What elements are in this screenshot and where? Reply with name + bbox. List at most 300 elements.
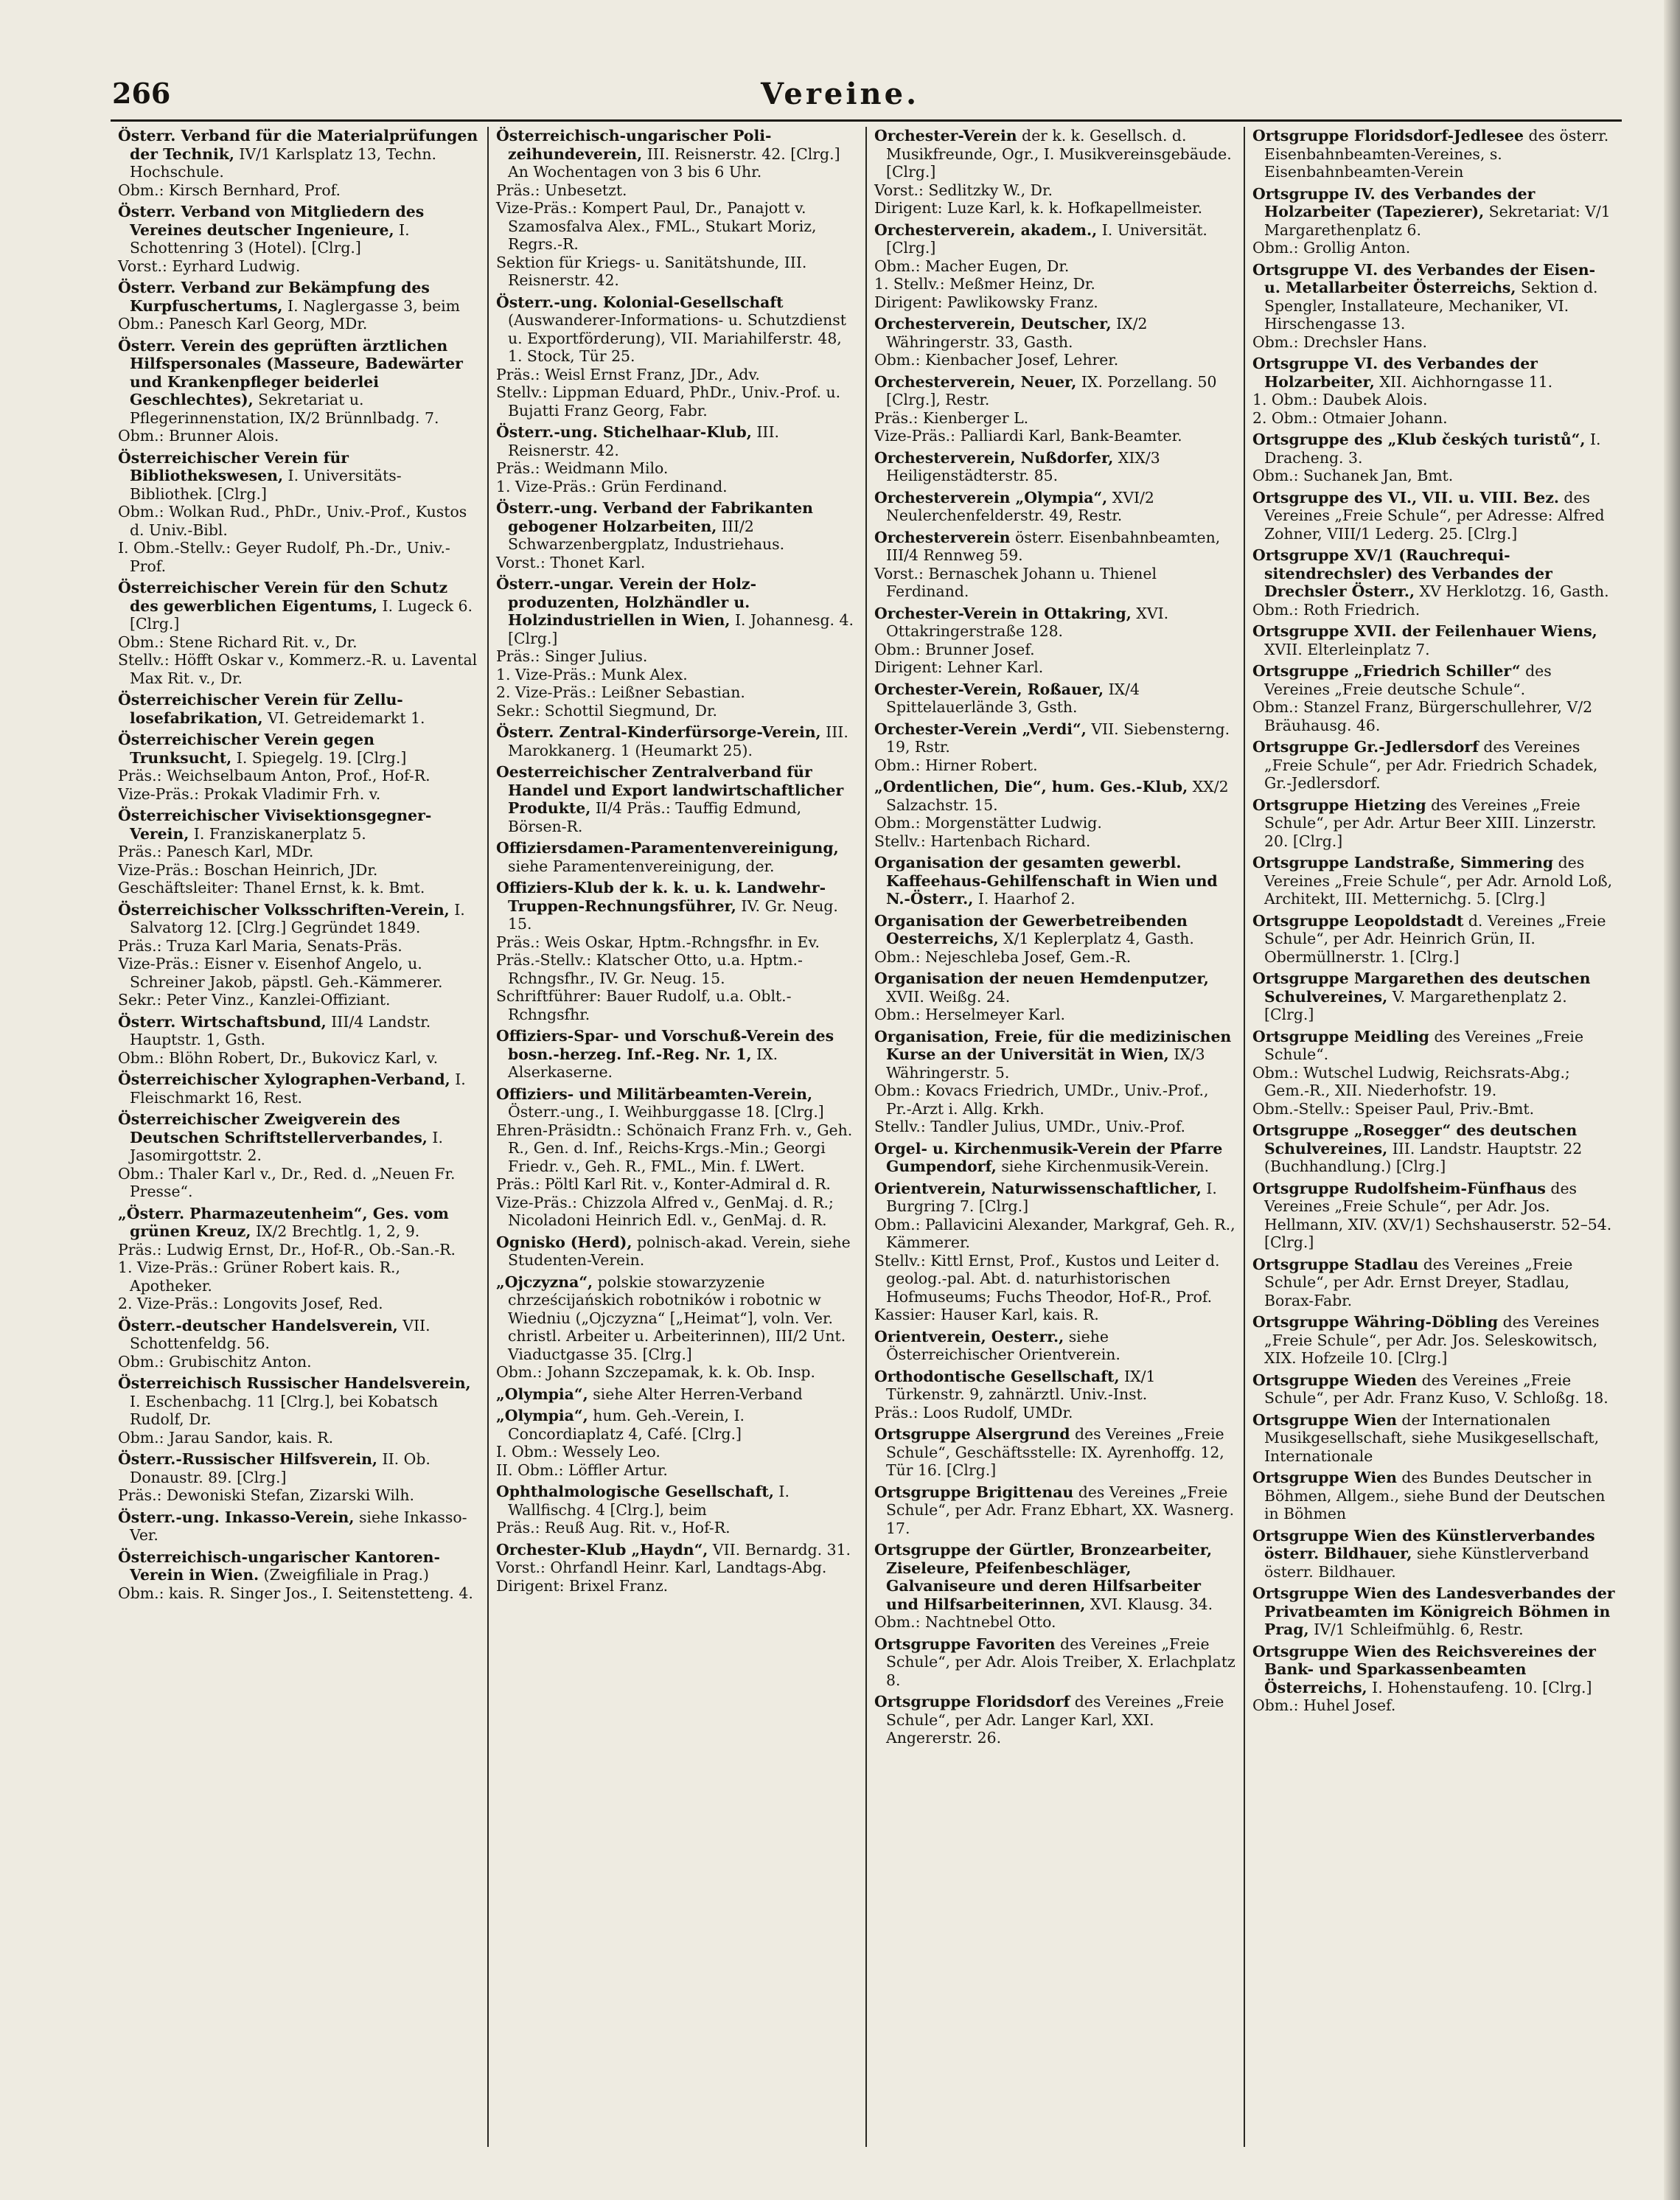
directory-entry bbox=[1252, 662, 1616, 734]
directory-entry bbox=[1252, 261, 1616, 352]
entry-name: Offiziers-Spar- und Vorschuß-Verein des bosn.-herzeg. Inf.-Reg. Nr. 1, bbox=[496, 1027, 834, 1063]
entry-detail: II. Obm.: Löffler Artur. bbox=[496, 1461, 668, 1479]
entry-detail: V. Margarethenplatz 2. [Clrg.] bbox=[1264, 987, 1567, 1023]
entry-name: Organisation der gesamten gewerbl. Kaffeehaus-Gehilfenschaft in Wien und N.-Österr., bbox=[874, 854, 1218, 908]
directory-entry bbox=[874, 449, 1236, 485]
entry-detail: I. Hohenstaufeng. 10. [Clrg.] bbox=[1372, 1678, 1592, 1696]
directory-entry bbox=[496, 879, 858, 1023]
entry-detail: II. Ob. Donaustr. 89. [Clrg.] bbox=[130, 1450, 431, 1486]
entry-name: Ortsgruppe des „Klub českých turistů“, bbox=[1252, 431, 1586, 448]
entry-detail: Präs.: Ludwig Ernst, Dr., Hof-R., Ob.-San.-R. bbox=[118, 1240, 456, 1259]
entry-detail: Dirigent: Luze Karl, k. k. Hofkapellmeister. bbox=[874, 199, 1203, 217]
entry-name: Ortsgruppe Wien bbox=[1252, 1410, 1397, 1429]
entry-detail: Obm.: Hirner Robert. bbox=[874, 756, 1038, 774]
entry-detail: Obm.: Roth Friedrich. bbox=[1252, 600, 1421, 619]
entry-name: Orientverein, Oesterr., bbox=[874, 1327, 1064, 1346]
column-3 bbox=[867, 127, 1245, 2147]
entry-detail: des Vereines „Freie Schule“, per Adr. Jos. Hellmann, XIV. (XV/1) Sechshauserstr. 52–54. [Clrg.] bbox=[1264, 1179, 1612, 1251]
directory-entry bbox=[118, 127, 480, 199]
entry-detail: XVII. Elterleinplatz 7. bbox=[1264, 640, 1430, 658]
directory-entry bbox=[874, 970, 1236, 1024]
entry-name: Offiziers-Klub der k. k. u. k. Landwehr-Truppen-Rechnungsführer, bbox=[496, 879, 826, 915]
directory-entry bbox=[118, 1548, 480, 1603]
entry-detail: siehe Paramentenvereinigung, der. bbox=[508, 857, 775, 875]
entry-detail: VII. Siebensterng. 19, Rstr. bbox=[886, 720, 1230, 756]
directory-entry bbox=[1252, 546, 1616, 619]
entry-name: „Olympia“, bbox=[496, 1407, 588, 1424]
directory-entry bbox=[496, 1483, 858, 1537]
entry-detail: I. Spiegelg. 19. [Clrg.] bbox=[236, 748, 407, 767]
directory-entry bbox=[874, 1635, 1236, 1690]
directory-entry bbox=[496, 1385, 858, 1404]
entry-name: Österr.-ung. Inkasso-Verein, bbox=[118, 1508, 355, 1526]
entry-detail: Sekretariat u. Pflegerinnenstation, IX/2 Brünnlbadg. 7. bbox=[130, 391, 439, 427]
entry-detail: des Vereines „Freie Schule“. bbox=[1264, 1027, 1584, 1063]
entry-detail: IV/1 Karlsplatz 13, Techn. Hochschule. bbox=[130, 145, 436, 181]
directory-entry bbox=[1252, 1527, 1616, 1581]
entry-detail: Obm.: kais. R. Singer Jos., I. Seitenstetteng. 4. bbox=[118, 1584, 473, 1602]
entry-detail: I. Jasomirgottstr. 2. bbox=[130, 1128, 443, 1164]
entry-detail: 1. Stellv.: Meßmer Heinz, Dr. bbox=[874, 275, 1095, 293]
entry-detail: XIX/3 Heiligenstädterstr. 85. bbox=[886, 448, 1160, 484]
entry-detail: Geschäftsleiter: Thanel Ernst, k. k. Bmt. bbox=[118, 879, 425, 897]
directory-entry bbox=[874, 1483, 1236, 1538]
directory-entry bbox=[1252, 355, 1616, 427]
entry-detail: polskie stowarzyzenie chrześcijańskich robotników i robotnic w Wiedniu („Ojczyzna“ [„Heimat“], voln. Ver. christl. Arbeiter u. Arbeiterinnen), III/2 Unt. Viaductgasse 35. [Clrg.] bbox=[508, 1273, 846, 1363]
entry-name: Orchester-Verein in Ottakring, bbox=[874, 604, 1132, 622]
directory-entry bbox=[496, 763, 858, 835]
entry-detail: Präs.: Weidmann Milo. bbox=[496, 459, 669, 477]
directory-entry bbox=[118, 1013, 480, 1068]
directory-entry bbox=[874, 1180, 1236, 1324]
entry-detail: I. Universität. [Clrg.] bbox=[886, 220, 1207, 257]
directory-entry bbox=[1252, 1313, 1616, 1368]
directory-entry bbox=[118, 1450, 480, 1505]
entry-detail: Obm.: Grollig Anton. bbox=[1252, 239, 1411, 257]
directory-entry bbox=[874, 221, 1236, 312]
directory-entry bbox=[1252, 1256, 1616, 1310]
entry-name: Ortsgruppe Wien bbox=[1252, 1469, 1397, 1486]
entry-name: Orgel- u. Kirchenmusik-Verein der Pfarre Gumpendorf, bbox=[874, 1139, 1223, 1175]
directory-entry bbox=[1252, 1371, 1616, 1407]
entry-detail: Stellv.: Hartenbach Richard. bbox=[874, 832, 1091, 850]
entry-name: Ortsgruppe „Friedrich Schiller“ bbox=[1252, 662, 1521, 680]
directory-entry bbox=[1252, 738, 1616, 793]
directory-entry bbox=[496, 723, 858, 759]
entry-detail: Obm.-Stellv.: Speiser Paul, Priv.-Bmt. bbox=[1252, 1099, 1535, 1118]
entry-name: Offiziersdamen-Paramentenvereinigung, bbox=[496, 839, 839, 857]
entry-detail: Obm.: Wolkan Rud., PhDr., Univ.-Prof., Kustos d. Univ.-Bibl. bbox=[118, 503, 467, 539]
directory-entry bbox=[874, 778, 1236, 850]
entry-detail: Stellv.: Lippman Eduard, PhDr., Univ.-Prof. u. Bujatti Franz Georg, Fabr. bbox=[496, 383, 841, 420]
directory-entry bbox=[1252, 854, 1616, 908]
entry-detail: Präs.: Weichselbaum Anton, Prof., Hof-R. bbox=[118, 767, 431, 784]
entry-name: Ortsgruppe Hietzing bbox=[1252, 796, 1426, 814]
entry-name: „Österr. Pharmazeutenheim“, Ges. vom grünen Kreuz, bbox=[118, 1204, 449, 1240]
entry-name: Österr.-ung. Kolonial-Gesellschaft bbox=[496, 293, 784, 311]
entry-detail: (Zweigfiliale in Prag.) bbox=[263, 1566, 429, 1584]
entry-detail: VII. Bernardg. 31. bbox=[712, 1540, 851, 1559]
entry-name: Österr. Verein des geprüften ärztlichen Hilfspersonales (Masseure, Badewärter und Krankenpfleger beiderlei Geschlechtes), bbox=[118, 336, 463, 408]
entry-name: Orientverein, Naturwissenschaftlicher, bbox=[874, 1179, 1202, 1197]
entry-detail: Dirigent: Lehner Karl. bbox=[874, 658, 1044, 676]
entry-detail: Obm.: Kienbacher Josef, Lehrer. bbox=[874, 351, 1119, 369]
entry-detail: Präs.: Weisl Ernst Franz, JDr., Adv. bbox=[496, 365, 760, 383]
entry-detail: I. Obm.-Stellv.: Geyer Rudolf, Ph.-Dr., Univ.-Prof. bbox=[118, 539, 450, 575]
directory-entry bbox=[496, 499, 858, 571]
entry-name: Österreichischer Verein für Zellulosefabrikation, bbox=[118, 691, 403, 727]
entry-detail: Obm.: Pallavicini Alexander, Markgraf, Geh. R., Kämmerer. bbox=[874, 1215, 1235, 1251]
entry-name: Ortsgruppe Wien des Landesverbandes der Privatbeamten im Königreich Böhmen in Prag, bbox=[1252, 1584, 1615, 1638]
entry-detail: XV Herklotzg. 16, Gasth. bbox=[1419, 582, 1609, 600]
entry-name: Ophthalmologische Gesellschaft, bbox=[496, 1483, 774, 1500]
entry-name: Ortsgruppe Margarethen des deutschen Schulvereines, bbox=[1252, 970, 1591, 1006]
entry-detail: III. Reisnerstr. 42. bbox=[508, 423, 780, 459]
entry-detail: I. Eschenbachg. 11 [Clrg.], bei Kobatsch Rudolf, Dr. bbox=[130, 1392, 439, 1428]
entry-detail: Vorst.: Ohrfandl Heinr. Karl, Landtags-Abg. bbox=[496, 1559, 827, 1576]
entry-detail: I. Franziskanerplatz 5. bbox=[193, 824, 366, 843]
entry-detail: Vize-Präs.: Boschan Heinrich, JDr. bbox=[118, 860, 378, 879]
entry-detail: der k. k. Gesellsch. d. Musikfreunde, Ogr., I. Musikvereinsgebäude. [Clrg.] bbox=[886, 127, 1232, 181]
entry-detail: II/4 Präs.: Tauffig Edmund, Börsen-R. bbox=[508, 799, 802, 835]
entry-name: Ortsgruppe XV/1 (Rauchrequisitendrechsler) des Verbandes der Drechsler Österr., bbox=[1252, 546, 1552, 600]
entry-name: Ortsgruppe Gr.-Jedlersdorf bbox=[1252, 738, 1479, 756]
directory-entry bbox=[1252, 912, 1616, 967]
entry-name: Österreichischer Xylographen-Verband, bbox=[118, 1071, 450, 1088]
entry-detail: Präs.: Kienberger L. bbox=[874, 408, 1029, 427]
entry-detail: IX/2 Brechtlg. 1, 2, 9. bbox=[255, 1222, 420, 1240]
entry-name: Ortsgruppe der Gürtler, Bronzearbeiter, Ziseleure, Pfeifenbeschläger, Galvaniseure und deren Hilfsarbeiter und Hilfsarbeiterinnen, bbox=[874, 1541, 1213, 1613]
entry-detail: I. Lugeck 6. [Clrg.] bbox=[130, 596, 473, 633]
entry-name: Ortsgruppe Leopoldstadt bbox=[1252, 911, 1464, 930]
directory-entry bbox=[1252, 185, 1616, 257]
page-number: 266 bbox=[112, 77, 171, 110]
entry-name: Orchester-Verein „Verdi“, bbox=[874, 720, 1087, 738]
entry-name: Orchesterverein bbox=[874, 528, 1011, 546]
entry-name: Österr.-Russischer Hilfsverein, bbox=[118, 1450, 378, 1468]
column-4 bbox=[1245, 127, 1623, 2147]
entry-detail: VI. Getreidemarkt 1. bbox=[268, 709, 425, 727]
entry-detail: des Vereines „Freie Schule“, Geschäftsstelle: IX. Ayrenhoffg. 12, Tür 16. [Clrg.] bbox=[886, 1425, 1224, 1479]
entry-detail: I. Fleischmarkt 16, Rest. bbox=[130, 1071, 466, 1107]
entry-detail: siehe Österreichischer Orientverein. bbox=[886, 1327, 1120, 1363]
entry-name: Österr. Verband zur Bekämpfung des Kurpfuschertums, bbox=[118, 279, 430, 315]
entry-name: Ortsgruppe Wieden bbox=[1252, 1371, 1418, 1389]
entry-name: Ortsgruppe Rudolfsheim-Fünfhaus bbox=[1252, 1179, 1546, 1197]
scan-edge bbox=[1664, 0, 1680, 2200]
entry-name: Ortsgruppe des VI., VII. u. VIII. Bez. bbox=[1252, 488, 1559, 507]
entry-detail: Obm.: Kirsch Bernhard, Prof. bbox=[118, 181, 341, 199]
directory-entry bbox=[118, 1317, 480, 1371]
entry-detail: Dirigent: Brixel Franz. bbox=[496, 1576, 669, 1595]
directory-entry bbox=[1252, 796, 1616, 851]
entry-name: Organisation der neuen Hemdenputzer, bbox=[874, 970, 1209, 987]
entry-name: Ortsgruppe Stadlau bbox=[1252, 1255, 1419, 1273]
entry-name: Ortsgruppe Alsergrund bbox=[874, 1425, 1070, 1443]
directory-entry bbox=[1252, 1411, 1616, 1466]
entry-detail: Obm.: Johann Szczepamak, k. k. Ob. Insp. bbox=[496, 1363, 815, 1381]
directory-entry bbox=[1252, 970, 1616, 1024]
entry-detail: siehe Alter Herren-Verband bbox=[593, 1385, 803, 1403]
directory-entry bbox=[496, 423, 858, 495]
entry-name: Österreichisch-ungarischer Polizeihundeverein, bbox=[496, 127, 772, 163]
directory-entry bbox=[118, 731, 480, 803]
page-header bbox=[0, 0, 1680, 111]
directory-entry bbox=[118, 1110, 480, 1201]
directory-entry bbox=[874, 854, 1236, 908]
entry-detail: IX/3 Währingerstr. 5. bbox=[886, 1045, 1205, 1082]
entry-detail: siehe Inkasso-Ver. bbox=[130, 1508, 467, 1544]
entry-detail: Obm.: Wutschel Ludwig, Reichsrats-Abg.; Gem.-R., XII. Niederhofstr. 19. bbox=[1252, 1063, 1570, 1099]
entry-detail: IX/4 Spittelauerlände 3, Gsth. bbox=[886, 680, 1140, 716]
entry-detail: Vorst.: Thonet Karl. bbox=[496, 553, 646, 571]
entry-detail: Präs.: Dewoniski Stefan, Zizarski Wilh. bbox=[118, 1486, 414, 1504]
entry-detail: (Auswanderer-Informations- u. Schutzdienst u. Exportförderung), VII. Mariahilferstr. 48, 1. Stock, Tür 25. bbox=[508, 311, 846, 365]
entry-name: Österreichischer Zweigverein des Deutschen Schriftstellerverbandes, bbox=[118, 1110, 428, 1146]
directory-entry bbox=[874, 1693, 1236, 1747]
directory-entry bbox=[118, 449, 480, 576]
entry-detail: des Vereines „Freie Schule“, per Adr. Artur Beer XIII. Linzerstr. 20. [Clrg.] bbox=[1264, 796, 1597, 850]
entry-detail: des Vereines „Freie Schule“, per Adr. Arnold Loß, Architekt, III. Metternichg. 5. [Clrg.] bbox=[1264, 854, 1613, 908]
entry-detail: Ehren-Präsidtn.: Schönaich Franz Frh. v., Geh. R., Gen. d. Inf., Reichs-Krgs.-Min.; Georgi Friedr. v., Geh. R., FML., Min. f. LWert. bbox=[496, 1121, 853, 1175]
directory-entry bbox=[496, 1273, 858, 1382]
entry-detail: IX. Alserkaserne. bbox=[508, 1045, 778, 1081]
entry-detail: Vorst.: Bernaschek Johann u. Thienel Ferdinand. bbox=[874, 564, 1157, 600]
entry-name: Offiziers- und Militärbeamten-Verein, bbox=[496, 1085, 813, 1103]
directory-entry bbox=[118, 579, 480, 687]
entry-detail: Präs.: Weis Oskar, Hptm.-Rchngsfhr. in Ev. bbox=[496, 933, 820, 951]
directory-entry bbox=[496, 1085, 858, 1230]
directory-entry bbox=[118, 1508, 480, 1545]
entry-detail: des Vereines „Freie Schule“, per Adr. Jos. Seleskowitsch, XIX. Hofzeile 10. [Clrg.] bbox=[1264, 1313, 1600, 1367]
entry-detail: Obm.: Huhel Josef. bbox=[1252, 1696, 1396, 1714]
entry-detail: Obm.: Suchanek Jan, Bmt. bbox=[1252, 467, 1454, 484]
entry-detail: des Vereines „Freie Schule“, per Adresse: Alfred Zohner, VIII/1 Lederg. 25. [Clrg.] bbox=[1264, 488, 1605, 543]
directory-entry bbox=[874, 529, 1236, 601]
column-2 bbox=[489, 127, 867, 2147]
entry-detail: Obm.: Drechsler Hans. bbox=[1252, 333, 1427, 351]
entry-detail: XVI. Klausg. 34. bbox=[1090, 1595, 1213, 1613]
entry-detail: Obm.: Brunner Alois. bbox=[118, 427, 279, 445]
entry-name: Österr.-deutscher Handelsverein, bbox=[118, 1316, 398, 1334]
entry-detail: Vorst.: Eyrhard Ludwig. bbox=[118, 257, 301, 275]
directory-entry bbox=[874, 912, 1236, 967]
entry-detail: des Vereines „Freie Schule“, per Adr. Alois Treiber, X. Erlachplatz 8. bbox=[886, 1635, 1235, 1689]
entry-detail: Sektion d. Spengler, Installateure, Mechaniker, VI. Hirschengasse 13. bbox=[1264, 279, 1598, 333]
entry-name: Österr.-ungar. Verein der Holzproduzenten, Holzhändler u. Holzindustriellen in Wien, bbox=[496, 575, 757, 629]
entry-detail: Sekretariat: V/1 Margarethenplatz 6. bbox=[1264, 203, 1611, 239]
entry-detail: hum. Geh.-Verein, I. Concordiaplatz 4, Café. [Clrg.] bbox=[508, 1407, 745, 1443]
entry-detail: 1. Obm.: Daubek Alois. bbox=[1252, 391, 1428, 408]
directory-entry bbox=[118, 901, 480, 1009]
entry-name: Ortsgruppe Meidling bbox=[1252, 1027, 1429, 1045]
entry-detail: des Vereines „Freie Schule“, per Adr. Franz Ebhart, XX. Wasnerg. 17. bbox=[886, 1483, 1235, 1537]
entry-name: Ortsgruppe Floridsdorf-Jedlesee bbox=[1252, 127, 1524, 145]
entry-name: Orchesterverein, akadem., bbox=[874, 220, 1098, 239]
entry-name: Österr. Zentral-Kinderfürsorge-Verein, bbox=[496, 723, 821, 741]
entry-name: Österreichisch-ungarischer Kantoren-Verein in Wien. bbox=[118, 1548, 440, 1584]
entry-name: Ortsgruppe VI. des Verbandes der Holzarbeiter, bbox=[1252, 355, 1538, 391]
entry-detail: Sekr.: Schottil Siegmund, Dr. bbox=[496, 701, 718, 720]
entry-name: Österreichischer Verein gegen Trunksucht, bbox=[118, 731, 374, 767]
entry-detail: des Bundes Deutscher in Böhmen, Allgem., siehe Bund der Deutschen in Böhmen bbox=[1264, 1469, 1606, 1522]
directory-entry bbox=[118, 691, 480, 727]
directory-entry bbox=[1252, 489, 1616, 543]
entry-detail: IX. Porzellang. 50 [Clrg.], Restr. bbox=[886, 372, 1217, 408]
entry-detail: des Vereines „Freie Schule“, per Adr. Friedrich Schadek, Gr.-Jedlersdorf. bbox=[1264, 738, 1598, 792]
directory-entry bbox=[1252, 1643, 1616, 1715]
entry-name: Ortsgruppe IV. des Verbandes der Holzarbeiter (Tapezierer), bbox=[1252, 184, 1536, 220]
column-1 bbox=[111, 127, 489, 2147]
entry-detail: d. Vereines „Freie Schule“, per Adr. Heinrich Grün, II. Obermüllnerstr. 1. [Clrg.] bbox=[1264, 911, 1606, 966]
entry-detail: I. Salvatorg 12. [Clrg.] Gegründet 1849. bbox=[130, 900, 465, 936]
entry-detail: österr. Eisenbahnbeamten, III/4 Rennweg 59. bbox=[886, 528, 1221, 564]
entry-detail: IX/2 Währingerstr. 33, Gasth. bbox=[886, 315, 1148, 351]
page-title: Vereine. bbox=[761, 77, 919, 111]
entry-name: Österr. Verband von Mitgliedern des Vereines deutscher Ingenieure, bbox=[118, 203, 425, 239]
entry-detail: Präs.: Reuß Aug. Rit. v., Hof-R. bbox=[496, 1519, 731, 1536]
entry-name: Ortsgruppe Favoriten bbox=[874, 1635, 1056, 1653]
entry-name: „Ojczyzna“, bbox=[496, 1273, 593, 1291]
entry-detail: I. Johannesg. 4. [Clrg.] bbox=[508, 611, 854, 647]
directory-entry bbox=[118, 807, 480, 897]
directory-entry bbox=[1252, 1584, 1616, 1639]
entry-detail: X/1 Keplerplatz 4, Gasth. bbox=[1003, 930, 1194, 947]
entry-name: Orchesterverein, Deutscher, bbox=[874, 315, 1112, 333]
entry-name: Österr. Wirtschaftsbund, bbox=[118, 1012, 327, 1031]
directory-entry bbox=[496, 575, 858, 720]
entry-name: Organisation der Gewerbetreibenden Oesterreichs, bbox=[874, 911, 1188, 947]
entry-name: Orthodontische Gesellschaft, bbox=[874, 1367, 1120, 1385]
entry-detail: III. Landstr. Hauptstr. 22 (Buchhandlung.) [Clrg.] bbox=[1264, 1139, 1583, 1175]
entry-name: Österreichisch Russischer Handelsverein, bbox=[118, 1374, 471, 1392]
directory-entry bbox=[874, 127, 1236, 217]
entry-detail: 1. Vize-Präs.: Grüner Robert kais. R., Apotheker. bbox=[118, 1259, 400, 1295]
directory-entry bbox=[1252, 1121, 1616, 1176]
entry-detail: I. Obm.: Wessely Leo. bbox=[496, 1443, 661, 1461]
entry-detail: Vize-Präs.: Palliardi Karl, Bank-Beamter. bbox=[874, 427, 1182, 445]
entry-detail: Obm.: Stene Richard Rit. v., Dr. bbox=[118, 633, 358, 651]
entry-detail: 1. Vize-Präs.: Munk Alex. bbox=[496, 665, 688, 683]
entry-detail: XVII. Weißg. 24. bbox=[886, 987, 1011, 1006]
entry-detail: I. Wallfischg. 4 [Clrg.], beim bbox=[508, 1483, 790, 1519]
directory-entry bbox=[874, 1425, 1236, 1480]
directory-entry bbox=[874, 489, 1236, 525]
entry-name: Orchesterverein, Nußdorfer, bbox=[874, 448, 1114, 467]
entry-detail: XVI/2 Neulerchenfelderstr. 49, Restr. bbox=[886, 488, 1154, 524]
entry-detail: Obm.: Kovacs Friedrich, UMDr., Univ.-Prof., Pr.-Arzt i. Allg. Krkh. bbox=[874, 1082, 1209, 1118]
entry-name: Österr. Verband für die Materialprüfungen der Technik, bbox=[118, 127, 478, 163]
entry-detail: I. Burgring 7. [Clrg.] bbox=[886, 1179, 1217, 1215]
entry-name: Ortsgruppe Brigittenau bbox=[874, 1483, 1074, 1501]
entry-detail: III/2 Schwarzenbergplatz, Industriehaus. bbox=[508, 517, 785, 553]
directory-entry bbox=[874, 1140, 1236, 1176]
entry-name: „Ordentlichen, Die“, hum. Ges.-Klub, bbox=[874, 778, 1188, 796]
directory-entry bbox=[874, 720, 1236, 775]
directory-entry bbox=[496, 1027, 858, 1082]
entry-detail: Präs.: Singer Julius. bbox=[496, 647, 648, 665]
entry-detail: Obm.: Grubischitz Anton. bbox=[118, 1352, 312, 1371]
entry-detail: Obm.: Stanzel Franz, Bürgerschullehrer, V/2 Bräuhausg. 46. bbox=[1252, 698, 1593, 734]
entry-detail: 2. Vize-Präs.: Leißner Sebastian. bbox=[496, 683, 745, 701]
directory-entry bbox=[496, 293, 858, 420]
entry-detail: Obm.: Macher Eugen, Dr. bbox=[874, 257, 1070, 275]
entry-detail: III. Reisnerstr. 42. [Clrg.] An Wochentagen von 3 bis 6 Uhr. bbox=[508, 145, 840, 181]
entry-detail: der Internationalen Musikgesellschaft, siehe Musikgesellschaft, Internationale bbox=[1264, 1410, 1600, 1465]
entry-detail: Präs.: Truza Karl Maria, Senats-Präs. bbox=[118, 936, 402, 955]
entry-detail: IX/1 Türkenstr. 9, zahnärztl. Univ.-Inst. bbox=[886, 1367, 1156, 1403]
directory-entry bbox=[874, 1328, 1236, 1364]
entry-detail: Österr.-ung., I. Weihburggasse 18. [Clrg.] bbox=[508, 1103, 824, 1121]
entry-name: Ortsgruppe Wien des Reichsvereines der Bank- und Sparkassenbeamten Österreichs, bbox=[1252, 1642, 1596, 1696]
directory-entry bbox=[874, 373, 1236, 445]
entry-name: Orchesterverein „Olympia“, bbox=[874, 488, 1108, 507]
entry-detail: Obm.: Blöhn Robert, Dr., Bukovicz Karl, v. bbox=[118, 1048, 439, 1067]
entry-detail: Vorst.: Sedlitzky W., Dr. bbox=[874, 181, 1053, 199]
entry-detail: IV. Gr. Neug. 15. bbox=[508, 897, 838, 933]
entry-detail: Präs.: Pöltl Karl Rit. v., Konter-Admiral d. R. bbox=[496, 1175, 831, 1193]
entry-name: Oesterreichischer Zentralverband für Handel und Export landwirtschaftlicher Produkte, bbox=[496, 763, 844, 817]
entry-detail: Präs.: Loos Rudolf, UMDr. bbox=[874, 1403, 1073, 1421]
entry-detail: I. Schottenring 3 (Hotel). [Clrg.] bbox=[130, 220, 410, 257]
directory-entry bbox=[1252, 622, 1616, 658]
header-rule bbox=[111, 119, 1622, 122]
entry-name: Orchester-Klub „Haydn“, bbox=[496, 1540, 708, 1559]
directory-entry bbox=[496, 1407, 858, 1479]
entry-name: Ortsgruppe Wien des Künstlerverbandes österr. Bildhauer, bbox=[1252, 1526, 1595, 1562]
entry-detail: 2. Obm.: Otmaier Johann. bbox=[1252, 408, 1448, 427]
entry-name: Österreichischer Volksschriften-Verein, bbox=[118, 900, 450, 919]
entry-detail: III/4 Landstr. Hauptstr. 1, Gsth. bbox=[130, 1012, 431, 1048]
directory-entry bbox=[874, 1541, 1236, 1632]
entry-detail: siehe Kirchenmusik-Verein. bbox=[1001, 1158, 1210, 1175]
entry-detail: Obm.: Brunner Josef. bbox=[874, 640, 1035, 658]
entry-name: Österreichischer Verein für den Schutz des gewerblichen Eigentums, bbox=[118, 579, 448, 615]
entry-detail: Kassier: Hauser Karl, kais. R. bbox=[874, 1306, 1099, 1323]
entry-detail: Obm.: Nejeschleba Josef, Gem.-R. bbox=[874, 947, 1132, 966]
entry-name: Ortsgruppe XVII. der Feilenhauer Wiens, bbox=[1252, 622, 1597, 640]
entry-detail: des Vereines „Freie Schule“, per Adr. Ernst Dreyer, Stadlau, Borax-Fabr. bbox=[1264, 1255, 1573, 1309]
entry-detail: 2. Vize-Präs.: Longovits Josef, Red. bbox=[118, 1295, 383, 1312]
entry-name: Ortsgruppe Floridsdorf bbox=[874, 1693, 1070, 1710]
entry-detail: des Vereines „Freie deutsche Schule“. bbox=[1264, 662, 1552, 698]
entry-detail: XVI. Ottakringerstraße 128. bbox=[886, 604, 1169, 640]
entry-detail: Stellv.: Höfft Oskar v., Kommerz.-R. u. Lavental Max Rit. v., Dr. bbox=[118, 651, 478, 687]
entry-detail: Stellv.: Tandler Julius, UMDr., Univ.-Prof. bbox=[874, 1118, 1186, 1135]
entry-detail: I. Haarhof 2. bbox=[977, 890, 1076, 908]
entry-detail: siehe Künstlerverband österr. Bildhauer. bbox=[1264, 1545, 1589, 1581]
directory-entry bbox=[874, 1368, 1236, 1422]
entry-detail: Dirigent: Pawlikowsky Franz. bbox=[874, 293, 1098, 311]
directory-entry bbox=[1252, 1469, 1616, 1523]
directory-entry bbox=[496, 1233, 858, 1270]
entry-detail: des Vereines „Freie Schule“, per Adr. Franz Kuso, V. Schloßg. 18. bbox=[1264, 1371, 1608, 1407]
entry-detail: des österr. Eisenbahnbeamten-Vereines, s. Eisenbahnbeamten-Verein bbox=[1264, 127, 1609, 181]
entry-detail: Vize-Präs.: Prokak Vladimir Frh. v. bbox=[118, 784, 381, 803]
directory-entry bbox=[874, 605, 1236, 677]
directory-entry bbox=[118, 1374, 480, 1447]
entry-detail: Obm.: Jarau Sandor, kais. R. bbox=[118, 1428, 334, 1447]
entry-name: Österreichischer Verein für Bibliothekswesen, bbox=[118, 448, 349, 484]
entry-name: Orchester-Verein, Roßauer, bbox=[874, 680, 1104, 698]
entry-detail: Präs.: Unbesetzt. bbox=[496, 181, 627, 199]
entry-detail: Obm.: Morgenstätter Ludwig. bbox=[874, 814, 1102, 832]
entry-name: Orchesterverein, Neuer, bbox=[874, 372, 1077, 391]
entry-detail: Obm.: Panesch Karl Georg, MDr. bbox=[118, 315, 368, 333]
entry-detail: Obm.: Nachtnebel Otto. bbox=[874, 1613, 1056, 1631]
entry-detail: XX/2 Salzachstr. 15. bbox=[886, 778, 1229, 814]
entry-detail: 1. Vize-Präs.: Grün Ferdinand. bbox=[496, 477, 728, 495]
